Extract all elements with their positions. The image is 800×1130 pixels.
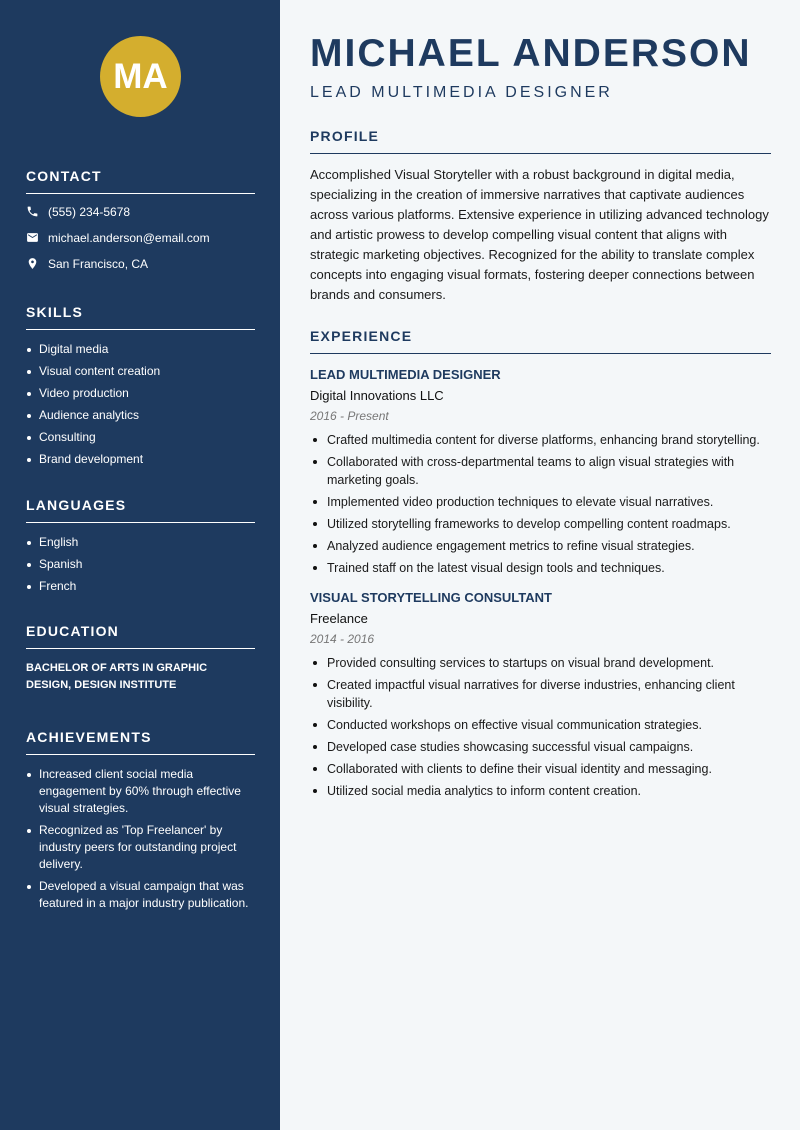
sidebar: [0, 0, 280, 1130]
education-degree: BACHELOR OF ARTS IN GRAPHIC DESIGN, DESIGN INSTITUTE: [26, 662, 208, 691]
experience-heading: EXPERIENCE: [310, 328, 771, 354]
skills-section: [26, 304, 255, 473]
education-heading: EDUCATION: [26, 623, 255, 649]
education-section: [26, 623, 255, 694]
profile-heading: PROFILE: [310, 128, 771, 154]
avatar: MA: [100, 36, 181, 117]
job-bullets: [310, 654, 771, 800]
candidate-name: MICHAEL ANDERSON: [310, 32, 752, 75]
contact-email: [26, 229, 255, 246]
location-text: San Francisco, CA: [48, 256, 149, 271]
contact-section: [26, 168, 255, 272]
list-item: English: [26, 534, 255, 551]
skills-heading: SKILLS: [26, 304, 255, 330]
skills-list: [26, 341, 255, 468]
list-item: Spanish: [26, 556, 255, 573]
job-entry: [310, 367, 771, 577]
job-dates: 2016 - Present: [310, 409, 389, 423]
languages-list: [26, 534, 255, 595]
list-item: Utilized storytelling frameworks to develop compelling content roadmaps.: [310, 515, 771, 533]
list-item: Recognized as 'Top Freelancer' by industry peers for outstanding project delivery.: [26, 822, 255, 873]
job-company: Digital Innovations LLC: [310, 388, 444, 403]
list-item: Conducted workshops on effective visual communication strategies.: [310, 716, 771, 734]
list-item: Trained staff on the latest visual design tools and techniques.: [310, 559, 771, 577]
job-title: LEAD MULTIMEDIA DESIGNER: [310, 367, 501, 382]
list-item: Visual content creation: [26, 363, 255, 380]
list-item: Video production: [26, 385, 255, 402]
profile-section: [310, 128, 771, 305]
list-item: Created impactful visual narratives for diverse industries, enhancing client visibility.: [310, 676, 771, 712]
achievements-section: [26, 729, 255, 917]
list-item: Collaborated with clients to define their visual identity and messaging.: [310, 760, 771, 778]
languages-section: [26, 497, 255, 600]
job-title: VISUAL STORYTELLING CONSULTANT: [310, 590, 552, 605]
list-item: Developed a visual campaign that was featured in a major industry publication.: [26, 878, 255, 912]
contact-heading: CONTACT: [26, 168, 255, 194]
phone-text: (555) 234-5678: [48, 204, 131, 219]
list-item: Implemented video production techniques to elevate visual narratives.: [310, 493, 771, 511]
achievements-list: [26, 766, 255, 912]
job-bullets: [310, 431, 771, 577]
phone-icon: [26, 205, 48, 218]
list-item: Consulting: [26, 429, 255, 446]
achievements-heading: ACHIEVEMENTS: [26, 729, 255, 755]
profile-text: Accomplished Visual Storyteller with a robust background in digital media, specializing in the creation of immersive narratives that captivate audiences across various platforms. Extensive experience in utilizing advanced technology and artistic prowess to develop compelling visual content that aligns with strategic marketing objectives. Recognized for the ability to translate complex concepts into engaging visual formats, fostering deeper connections between brands and consumers.: [310, 167, 769, 302]
list-item: Crafted multimedia content for diverse platforms, enhancing brand storytelling.: [310, 431, 771, 449]
list-item: Provided consulting services to startups on visual brand development.: [310, 654, 771, 672]
job-dates: 2014 - 2016: [310, 632, 375, 646]
location-pin-icon: [26, 257, 48, 270]
email-text: michael.anderson@email.com: [48, 230, 210, 245]
list-item: Analyzed audience engagement metrics to refine visual strategies.: [310, 537, 771, 555]
list-item: Audience analytics: [26, 407, 255, 424]
list-item: Developed case studies showcasing successful visual campaigns.: [310, 738, 771, 756]
contact-phone: [26, 203, 255, 220]
list-item: Brand development: [26, 451, 255, 468]
job-company: Freelance: [310, 611, 368, 626]
email-icon: [26, 231, 48, 244]
list-item: Digital media: [26, 341, 255, 358]
list-item: French: [26, 578, 255, 595]
contact-location: [26, 255, 255, 272]
candidate-role: LEAD MULTIMEDIA DESIGNER: [310, 84, 613, 101]
list-item: Collaborated with cross-departmental teams to align visual strategies with marketing goals.: [310, 453, 771, 489]
job-entry: [310, 590, 771, 800]
list-item: Utilized social media analytics to inform content creation.: [310, 782, 771, 800]
list-item: Increased client social media engagement by 60% through effective visual strategies.: [26, 766, 255, 817]
experience-section: [310, 328, 771, 804]
languages-heading: LANGUAGES: [26, 497, 255, 523]
